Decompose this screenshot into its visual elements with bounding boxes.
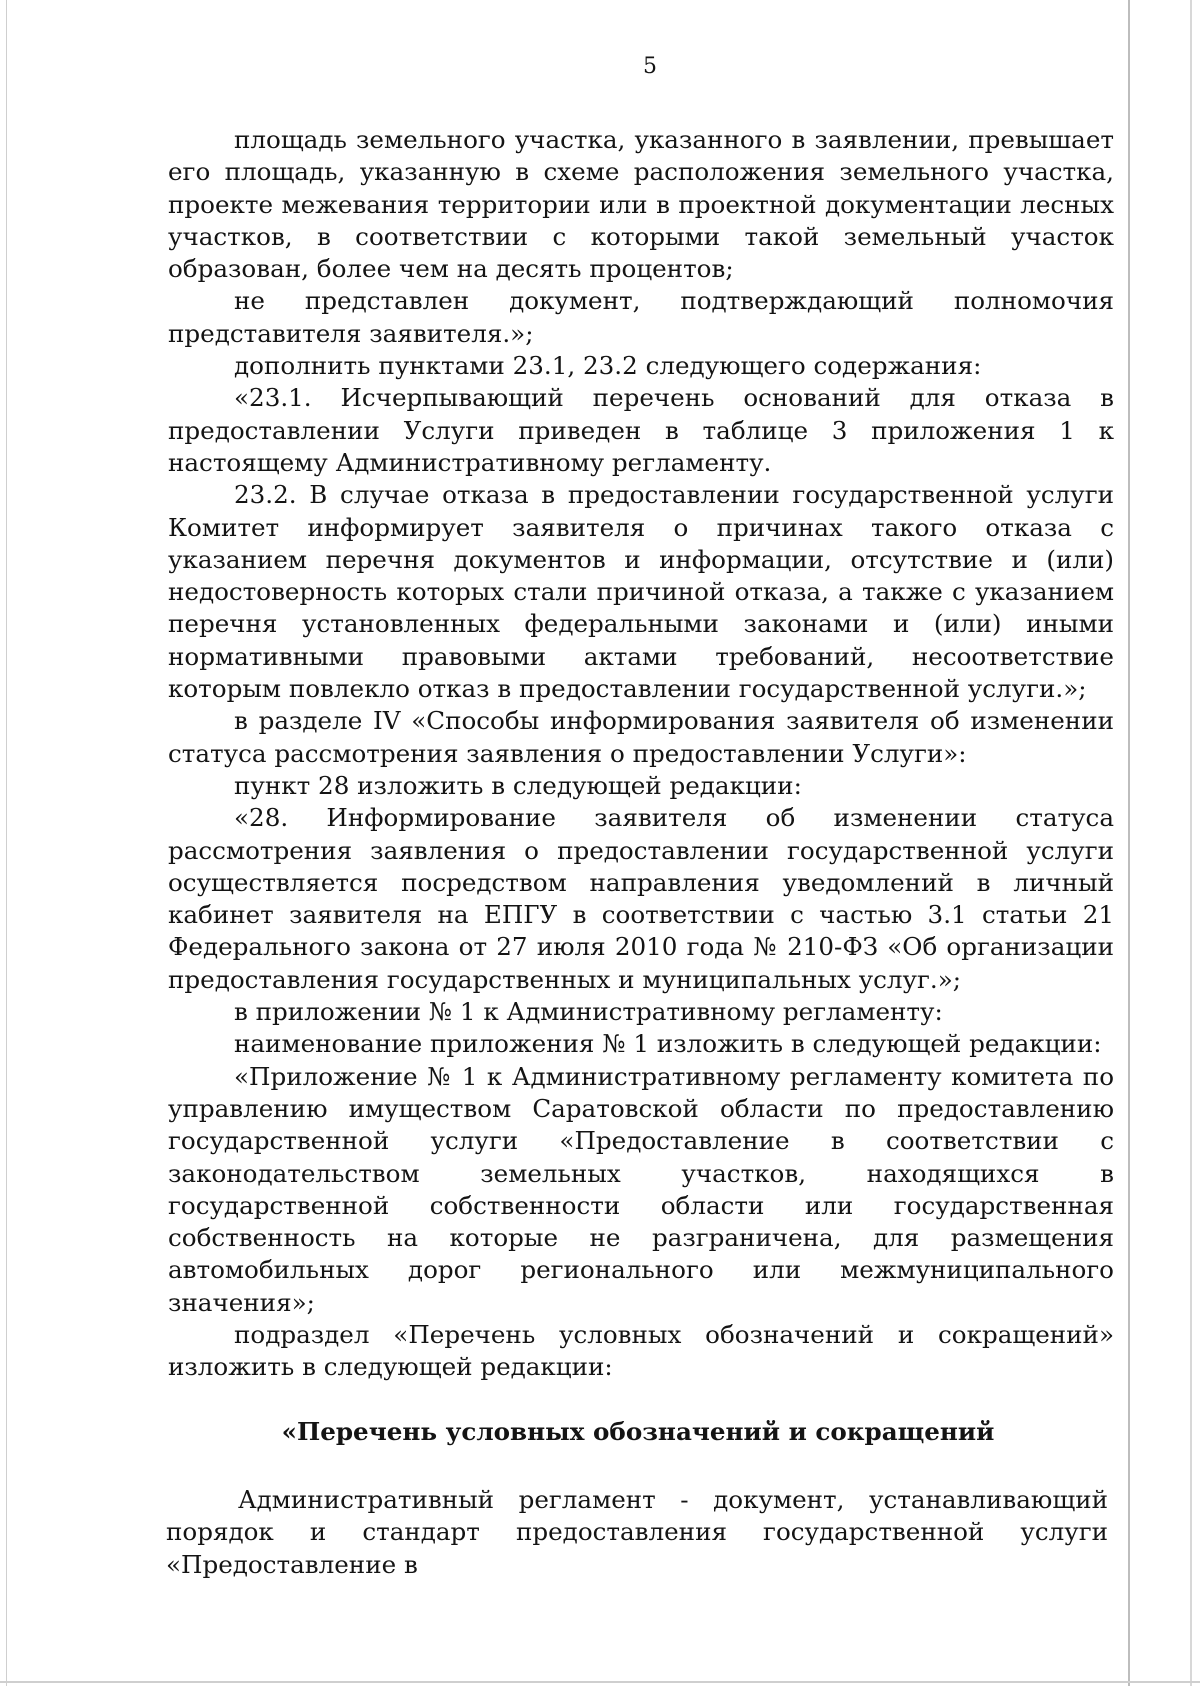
document-body xyxy=(168,124,1114,1384)
paragraph-appendix-1: в приложении № 1 к Административному регламенту: xyxy=(234,997,943,1027)
paragraph-23-1: «23.1. Исчерпывающий перечень оснований для отказа в предоставлении Услуги приведен в таблице 3 приложения 1 к настоящему Административному регламенту. xyxy=(168,383,1114,477)
scan-border-bottom xyxy=(0,1681,1200,1683)
scan-border-right-outer xyxy=(1190,0,1192,1686)
document-tail xyxy=(166,1484,1108,1581)
paragraph-regulation-definition: Административный регламент - документ, устанавливающий порядок и стандарт предоставления государственной услуги «Предоставление в xyxy=(166,1485,1108,1579)
scan-border-right xyxy=(1128,0,1130,1686)
paragraph-appendix-title: «Приложение № 1 к Административному регламенту комитета по управлению имуществом Саратовской области по предоставлению государственной услуги «Предоставление в соответствии с законодательством земельных участков, находящихся в государственной собственности области или государственная собственность на которые не разграничена, для размещения автомобильных дорог регионального или межмуниципального значения»; xyxy=(168,1061,1114,1317)
paragraph-no-power-of-attorney: не представлен документ, подтверждающий полномочия представителя заявителя.»; xyxy=(168,286,1114,348)
paragraph-land-area: площадь земельного участка, указанного в заявлении, превышает его площадь, указанную в схеме расположения земельного участка, проекте межевания территории или в проектной документации лесных участков, в соответствии с которыми такой земельный участок образован, более чем на десять процентов; xyxy=(168,125,1114,284)
paragraph-subsection: подраздел «Перечень условных обозначений и сокращений» изложить в следующей редакции: xyxy=(168,1319,1114,1382)
page-number: 5 xyxy=(643,54,657,79)
section-heading: «Перечень условных обозначений и сокращений xyxy=(281,1417,995,1446)
paragraph-23-2: 23.2. В случае отказа в предоставлении государственной услуги Комитет информирует заявителя о причинах такого отказа с указанием перечня документов и информации, отсутствие и (или) недостоверность которых стали причиной отказа, а также с указанием перечня установленных федеральными законами и (или) иными нормативными правовыми актами требований, несоответствие которым повлекло отказ в предоставлении государственной услуги.»; xyxy=(168,480,1114,704)
scan-border-left xyxy=(6,0,7,1686)
paragraph-point-28-intro: пункт 28 изложить в следующей редакции: xyxy=(234,770,802,800)
paragraph-add-points: дополнить пунктами 23.1, 23.2 следующего содержания: xyxy=(234,351,982,381)
paragraph-appendix-name: наименование приложения № 1 изложить в следующей редакции: xyxy=(234,1029,1102,1059)
paragraph-point-28: «28. Информирование заявителя об изменении статуса рассмотрения заявления о предоставлении государственной услуги осуществляется посредством направления уведомлений в личный кабинет заявителя на ЕПГУ в соответствии с частью 3.1 статьи 21 Федерального закона от 27 июля 2010 года № 210-ФЗ «Об организации предоставления государственных и муниципальных услуг.»; xyxy=(168,803,1114,994)
paragraph-section-iv: в разделе IV «Способы информирования заявителя об изменении статуса рассмотрения заявления о предоставлении Услуги»: xyxy=(168,706,1114,768)
